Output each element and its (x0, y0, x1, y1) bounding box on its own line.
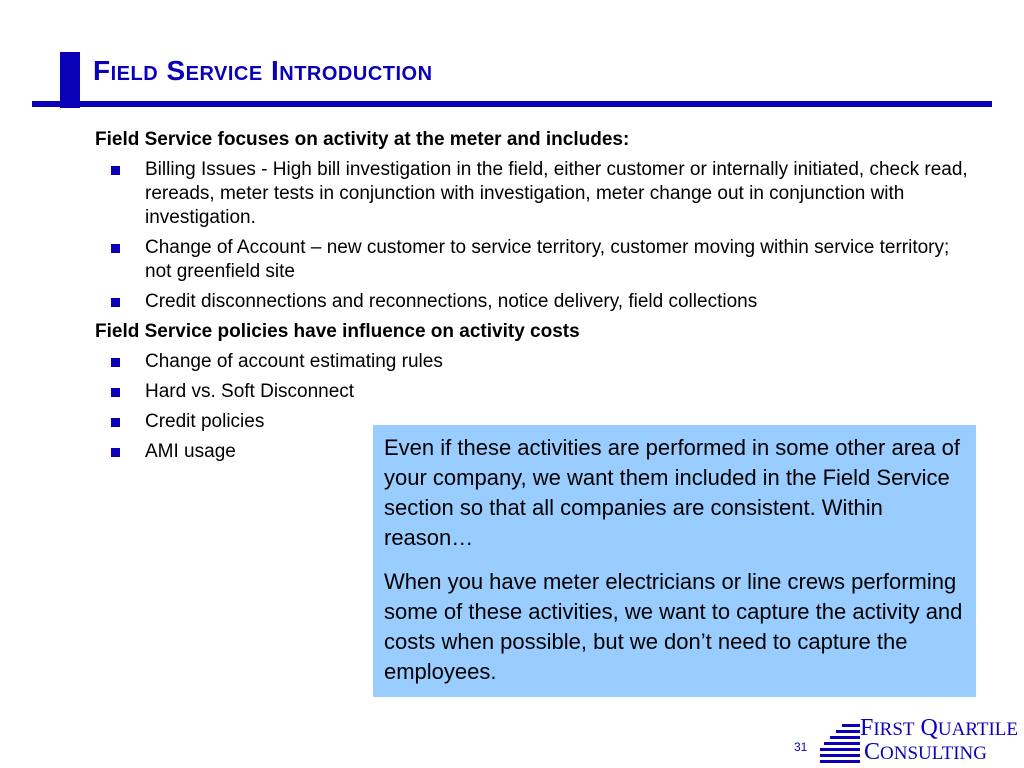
title-accent-bar (60, 52, 80, 108)
slide-title: Field Service Introduction (93, 55, 433, 86)
bullet-square-icon (111, 166, 120, 175)
bullet-square-icon (111, 448, 120, 457)
logo-line-2: CONSULTING (864, 739, 987, 765)
bullet-square-icon (111, 298, 120, 307)
title-rule (32, 101, 992, 107)
bullet-text: Credit policies (145, 411, 265, 432)
bullet-text: Change of Account – new customer to service territory, customer moving within service territory; not greenfield site (145, 237, 950, 282)
slide-content (95, 128, 975, 470)
logo-stripes-icon (820, 716, 860, 768)
bullet-item (95, 236, 975, 284)
bullet-text: Change of account estimating rules (145, 351, 443, 372)
bullet-item (95, 350, 975, 374)
bullet-text: AMI usage (145, 441, 236, 462)
bullet-text: Billing Issues - High bill investigation in the field, either customer or internally initiated, check read, rereads, meter tests in conjunction with investigation, meter change out in conjunction with investigation. (145, 159, 968, 228)
logo-line-1: FIRST QUARTILE (860, 715, 1019, 741)
section-heading: Field Service policies have influence on activity costs (95, 321, 580, 342)
company-logo (820, 716, 1024, 768)
bullet-square-icon (111, 388, 120, 397)
callout-paragraph: When you have meter electricians or line crews performing some of these activities, we want to capture the activity and costs when possible, but we don’t need to capture the employees. (384, 569, 963, 684)
bullet-text: Hard vs. Soft Disconnect (145, 381, 355, 402)
callout-box (373, 425, 976, 697)
callout-paragraph: Even if these activities are performed in some other area of your company, we want them included in the Field Service section so that all companies are consistent. Within reason… (384, 435, 960, 550)
bullet-list (95, 158, 975, 314)
bullet-square-icon (111, 358, 120, 367)
page-number: 31 (794, 740, 808, 754)
bullet-item (95, 380, 975, 404)
bullet-item (95, 158, 975, 230)
bullet-square-icon (111, 244, 120, 253)
bullet-square-icon (111, 418, 120, 427)
section-heading: Field Service focuses on activity at the meter and includes: (95, 129, 630, 150)
bullet-item (95, 290, 975, 314)
bullet-text: Credit disconnections and reconnections, notice delivery, field collections (145, 291, 758, 312)
